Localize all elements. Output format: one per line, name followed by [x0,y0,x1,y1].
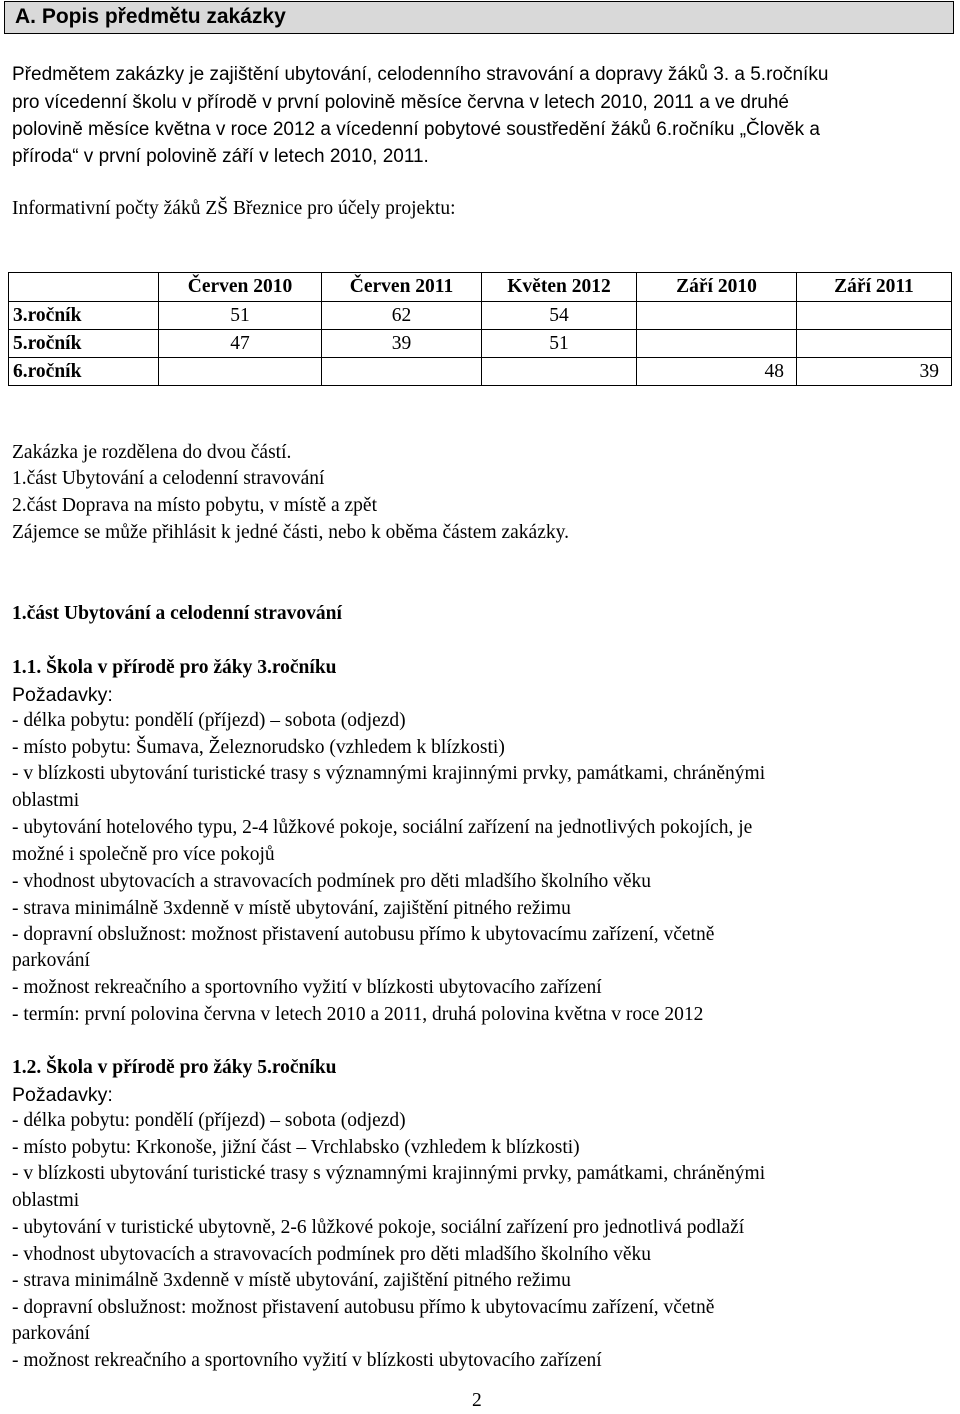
table-cell: 51 [159,302,322,330]
table-cell: 39 [322,330,482,358]
table-cell [637,330,797,358]
table-header-cell [9,273,159,302]
requirement-line: - místo pobytu: Krkonoše, jižní část – Vrchlabsko (vzhledem k blízkosti) [12,1137,580,1158]
requirement-line: oblastmi [12,1190,80,1211]
requirement-line: - strava minimálně 3xdenně v místě ubytování, zajištění pitného režimu [12,898,571,919]
intro-line: polovině měsíce května v roce 2012 a vícedenní pobytové soustředění žáků 6.ročníku „Člověk a [12,119,820,140]
requirement-line: - možnost rekreačního a sportovního vyžití v blízkosti ubytovacího zařízení [12,977,602,998]
requirement-line: - délka pobytu: pondělí (příjezd) – sobota (odjezd) [12,710,406,731]
section-header [4,1,954,34]
table-cell: 47 [159,330,322,358]
table-row [9,302,952,330]
intro-line: pro vícedenní školu v přírodě v první polovině měsíce června v letech 2010, 2011 a ve druhé [12,92,789,113]
part1-heading: 1.část Ubytování a celodenní stravování [12,603,342,624]
requirement-line: - strava minimálně 3xdenně v místě ubytování, zajištění pitného režimu [12,1270,571,1291]
table-cell: 54 [482,302,637,330]
requirement-line: - ubytování hotelového typu, 2-4 lůžkové pokoje, sociální zařízení na jednotlivých pokojích, je [12,817,753,838]
parts-line: Zakázka je rozdělena do dvou částí. [12,442,292,463]
table-cell: 48 [637,358,797,386]
section-title: A. Popis předmětu zakázky [15,5,286,28]
requirement-line: - délka pobytu: pondělí (příjezd) – sobota (odjezd) [12,1110,406,1131]
table-header-row [9,273,952,302]
table-cell [159,358,322,386]
requirement-line: - v blízkosti ubytování turistické trasy s významnými krajinnými prvky, památkami, chráněnými [12,763,766,784]
requirement-line: - v blízkosti ubytování turistické trasy s významnými krajinnými prvky, památkami, chráněnými [12,1163,766,1184]
table-row [9,358,952,386]
row-label: 5.ročník [9,330,159,358]
table-header-cell: Červen 2010 [159,273,322,302]
parts-line: 2.část Doprava na místo pobytu, v místě a zpět [12,495,377,516]
requirement-line: - vhodnost ubytovacích a stravovacích podmínek pro děti mladšího školního věku [12,1244,652,1265]
table-header-cell: Květen 2012 [482,273,637,302]
table-cell [482,358,637,386]
row-label: 6.ročník [9,358,159,386]
parts-line: 1.část Ubytování a celodenní stravování [12,468,325,489]
table-cell: 39 [797,358,952,386]
table-cell: 51 [482,330,637,358]
requirement-line: - ubytování v turistické ubytovně, 2-6 lůžkové pokoje, sociální zařízení pro jednotlivá podlaží [12,1217,745,1238]
table-intro: Informativní počty žáků ZŠ Březnice pro účely projektu: [12,198,456,219]
page-number: 2 [472,1390,482,1411]
requirement-line: - termín: první polovina června v letech 2010 a 2011, druhá polovina května v roce 2012 [12,1004,704,1025]
requirement-line: možné i společně pro více pokojů [12,844,275,865]
requirement-line: parkování [12,1323,90,1344]
table-header-cell: Září 2010 [637,273,797,302]
table-cell [637,302,797,330]
student-count-table [8,272,952,386]
row-label: 3.ročník [9,302,159,330]
requirements-label: Požadavky: [12,684,113,706]
table-cell [797,330,952,358]
requirement-line: - dopravní obslužnost: možnost přistavení autobusu přímo k ubytovacímu zařízení, včetně [12,924,715,945]
requirement-line: parkování [12,950,90,971]
table-header-cell: Září 2011 [797,273,952,302]
requirement-line: oblastmi [12,790,80,811]
parts-line: Zájemce se může přihlásit k jedné části, nebo k oběma částem zakázky. [12,522,569,543]
intro-line: příroda“ v první polovině září v letech 2010, 2011. [12,146,429,167]
requirement-line: - místo pobytu: Šumava, Železnorudsko (vzhledem k blízkosti) [12,737,505,758]
requirement-line: - dopravní obslužnost: možnost přistavení autobusu přímo k ubytovacímu zařízení, včetně [12,1297,715,1318]
table-header-cell: Červen 2011 [322,273,482,302]
table-cell [322,358,482,386]
subsection-heading: 1.2. Škola v přírodě pro žáky 5.ročníku [12,1057,337,1078]
table-row [9,330,952,358]
table-cell [797,302,952,330]
table-cell: 62 [322,302,482,330]
requirement-line: - možnost rekreačního a sportovního vyžití v blízkosti ubytovacího zařízení [12,1350,602,1371]
intro-line: Předmětem zakázky je zajištění ubytování, celodenního stravování a dopravy žáků 3. a 5.ročníku [12,64,829,85]
requirements-label: Požadavky: [12,1084,113,1106]
subsection-heading: 1.1. Škola v přírodě pro žáky 3.ročníku [12,657,337,678]
requirement-line: - vhodnost ubytovacích a stravovacích podmínek pro děti mladšího školního věku [12,871,652,892]
